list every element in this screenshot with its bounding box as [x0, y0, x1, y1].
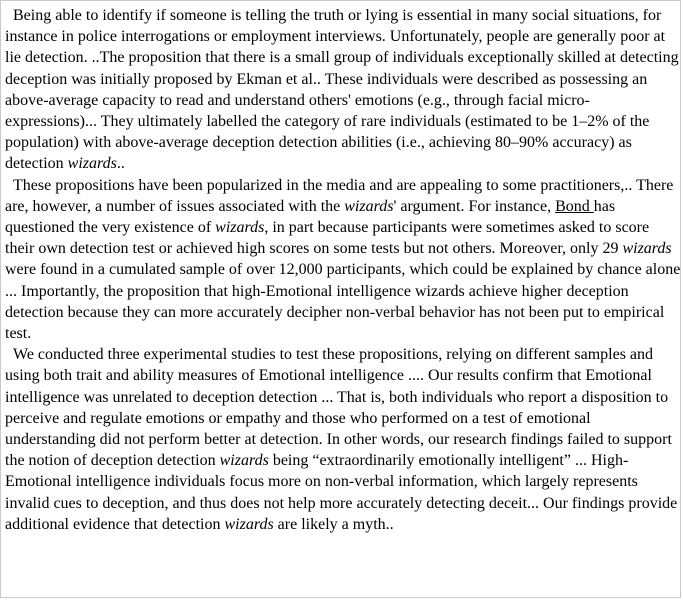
reference-link-bond[interactable]: Bond — [555, 197, 594, 215]
text-segment: These propositions have been popularized in the media and are appealing to some practitioners,.. There are, however, a number of issues associated with the — [5, 176, 674, 215]
text-segment: being “extraordinarily emotionally intelligent” ... High-Emotional intelligence individuals focus more on non-verbal information, which largely represents invalid cues to deception, and thus does not help more accurately detecting deceit... Our findings provide additional evidence that detection — [5, 452, 678, 533]
paragraph-criticism — [5, 175, 681, 345]
text-segment: .. — [116, 155, 125, 173]
italic-term: wizards — [219, 452, 269, 470]
italic-term: wizards — [622, 240, 672, 258]
text-segment: were found in a cumulated sample of over 12,000 participants, which could be explained by chance alone ... Importantly, the proposition that high-Emotional intelligence wizards achieve higher deception detection because they can more accurately decipher non-verbal behavior has not been put to empirical test. — [5, 261, 681, 343]
text-segment: ' argument. For instance, — [393, 197, 556, 215]
text-segment: has questioned the very existence of — [5, 197, 616, 237]
italic-term: wizards — [67, 155, 117, 173]
text-segment: are likely a myth.. — [273, 515, 394, 533]
text-segment: We conducted three experimental studies to test these propositions, relying on different samples and using both trait and ability measures of Emotional intelligence .... Our results confirm that Emotional intelligence was unrelated to deception detection ... That is, both individuals who report a disposition to perceive and regulate emotions or empathy and those who performed on a test of emotional understanding did not perform better at detection. In other words, our research findings failed to support the notion of deception detection — [5, 346, 672, 470]
italic-term: wizards — [344, 197, 394, 215]
paragraph-introduction — [5, 5, 681, 175]
document-body — [5, 5, 681, 535]
text-segment: Being able to identify if someone is telling the truth or lying is essential in many social situations, for instance in police interrogations or employment interviews. Unfortunately, people are generally poor at lie detection. ..The proposition that there is a small group of individuals exceptionally skilled at detecting deception was initially proposed by Ekman et al.. These individuals were described as possessing an above-average capacity to read and understand others' emotions (e.g., through facial micro-expressions)... They ultimately labelled the category of rare individuals (estimated to be 1–2% of the population) with above-average deception detection abilities (i.e., achieving 80–90% accuracy) as detection — [5, 7, 679, 173]
paragraph-findings — [5, 344, 681, 535]
text-segment: , in part because participants were sometimes asked to score their own detection test or achieved high scores on some tests but not others. Moreover, only 29 — [5, 219, 650, 258]
italic-term: wizards — [224, 515, 274, 533]
italic-term: wizards — [215, 219, 265, 237]
